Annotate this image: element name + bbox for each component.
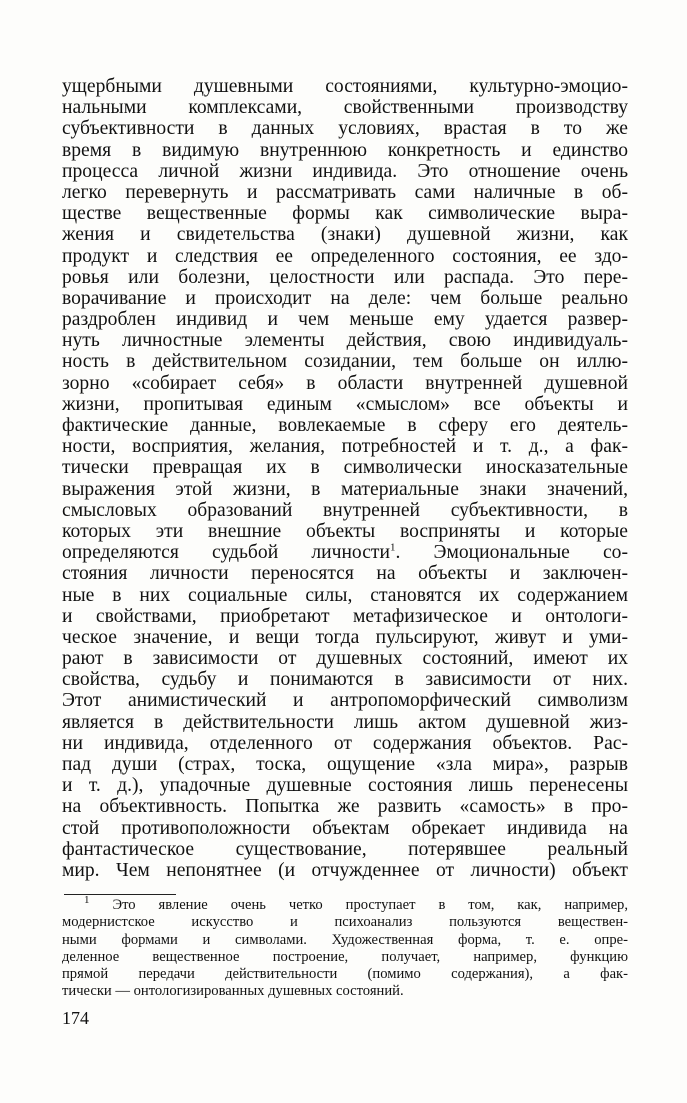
- text-line: ные в них социальные силы, становятся их содержанием: [62, 584, 628, 606]
- text-line: легко перевернуть и рассматривать сами наличные в об-: [62, 181, 628, 203]
- footnote-marker: 1: [84, 894, 90, 907]
- text-line: рают в зависимости от душевных состояний, имеют их: [62, 648, 628, 670]
- text-line: стояния личности переносятся на объекты и заключен-: [62, 563, 628, 585]
- footnote-text: Это явление очень четко проступает в том, как, например,: [112, 897, 629, 913]
- text-line: и т. д.), упадочные душевные состояния лишь перенесены: [62, 775, 628, 797]
- text-line: является в действительности лишь актом душевной жиз-: [62, 711, 628, 733]
- text-line: ществе вещественные формы как символические выра-: [62, 203, 628, 225]
- text-line: стой противоположности объектам обрекает индивида на: [62, 817, 628, 839]
- footnote-reference: 1: [389, 541, 396, 554]
- text-line: зорно «собирает себя» в области внутренней душевной: [62, 372, 628, 394]
- footnote-line: деленное вещественное построение, получает, например, функцию: [62, 948, 628, 965]
- text-line: Этот анимистический и антропоморфический символизм: [62, 690, 628, 712]
- footnote-line: прямой передачи действительности (помимо содержания), а фак-: [62, 966, 628, 983]
- text-line: свойства, судьбу и понимаются в зависимости от них.: [62, 669, 628, 691]
- text-line: ущербными душевными состояниями, культурно-эмоцио-: [62, 76, 628, 97]
- text-line: ности, восприятия, желания, потребностей и т. д., а фак-: [62, 436, 628, 458]
- text-line: на объективность. Попытка же развить «самость» в про-: [62, 796, 628, 818]
- footnote-line: [62, 894, 629, 914]
- footnote-separator: [64, 894, 176, 895]
- text-line: нуть личностные элементы действия, свою индивидуаль-: [62, 330, 628, 352]
- text-line: жения и свидетельства (знаки) душевной жизни, как: [62, 224, 628, 246]
- text-line: тически превращая их в символически иносказательные: [62, 457, 628, 479]
- text-line: нальными комплексами, свойственными производству: [62, 97, 628, 119]
- text-line: ность в действительном созидании, тем больше он иллю-: [62, 351, 628, 373]
- footnote-line: ными формами и символами. Художественная форма, т. е. опре-: [62, 931, 628, 948]
- text-line: жизни, пропитывая единым «смыслом» все объекты и: [62, 393, 628, 415]
- text-line: время в видимую внутреннюю конкретность и единство: [62, 139, 628, 161]
- text-line: и свойствами, приобретают метафизическое и онтологи-: [62, 605, 628, 627]
- text-line: раздроблен индивид и чем меньше ему удается развер-: [62, 309, 628, 331]
- footnote-line: модернистское искусство и психоанализ пользуются веществен-: [62, 914, 628, 931]
- text-line: процесса личной жизни индивида. Это отношение очень: [62, 160, 628, 182]
- text-line: ческое значение, и вещи тогда пульсируют, живут и уми-: [62, 626, 628, 648]
- text-line: выражения этой жизни, в материальные знаки значений,: [62, 478, 628, 500]
- text-line: фактические данные, вовлекаемые в сферу его деятель-: [62, 415, 628, 436]
- text-line: смысловых образований внутренней субъективности, в: [62, 499, 628, 521]
- text-line-with-footnote-ref: [62, 542, 628, 563]
- text-line: субъективности в данных условиях, врастая в то же: [62, 118, 628, 140]
- footnote-line: тически — онтологизированных душевных состояний.: [62, 983, 404, 1000]
- text-line: ровья или болезни, целостности или распада. Это пере-: [62, 266, 628, 288]
- main-text: [62, 76, 628, 881]
- text-segment: . Эмоциональные со-: [395, 542, 629, 564]
- footnote: [62, 894, 629, 1001]
- text-line: фантастическое существование, потерявшее реальный: [62, 838, 628, 860]
- text-line: мир. Чем непонятнее (и отчужденнее от личности) объект: [62, 859, 628, 881]
- page-number: 174: [62, 1008, 89, 1028]
- text-line: которых эти внешние объекты восприняты и которые: [62, 520, 628, 542]
- text-line: пад души (страх, тоска, ощущение «зла мира», разрыв: [62, 754, 628, 775]
- text-line: ни индивида, отделенного от содержания объектов. Рас-: [62, 732, 628, 754]
- text-segment: определяются судьбой личности: [62, 542, 390, 564]
- text-line: продукт и следствия ее определенного состояния, ее здо-: [62, 245, 628, 267]
- text-line: ворачивание и происходит на деле: чем больше реально: [62, 287, 628, 309]
